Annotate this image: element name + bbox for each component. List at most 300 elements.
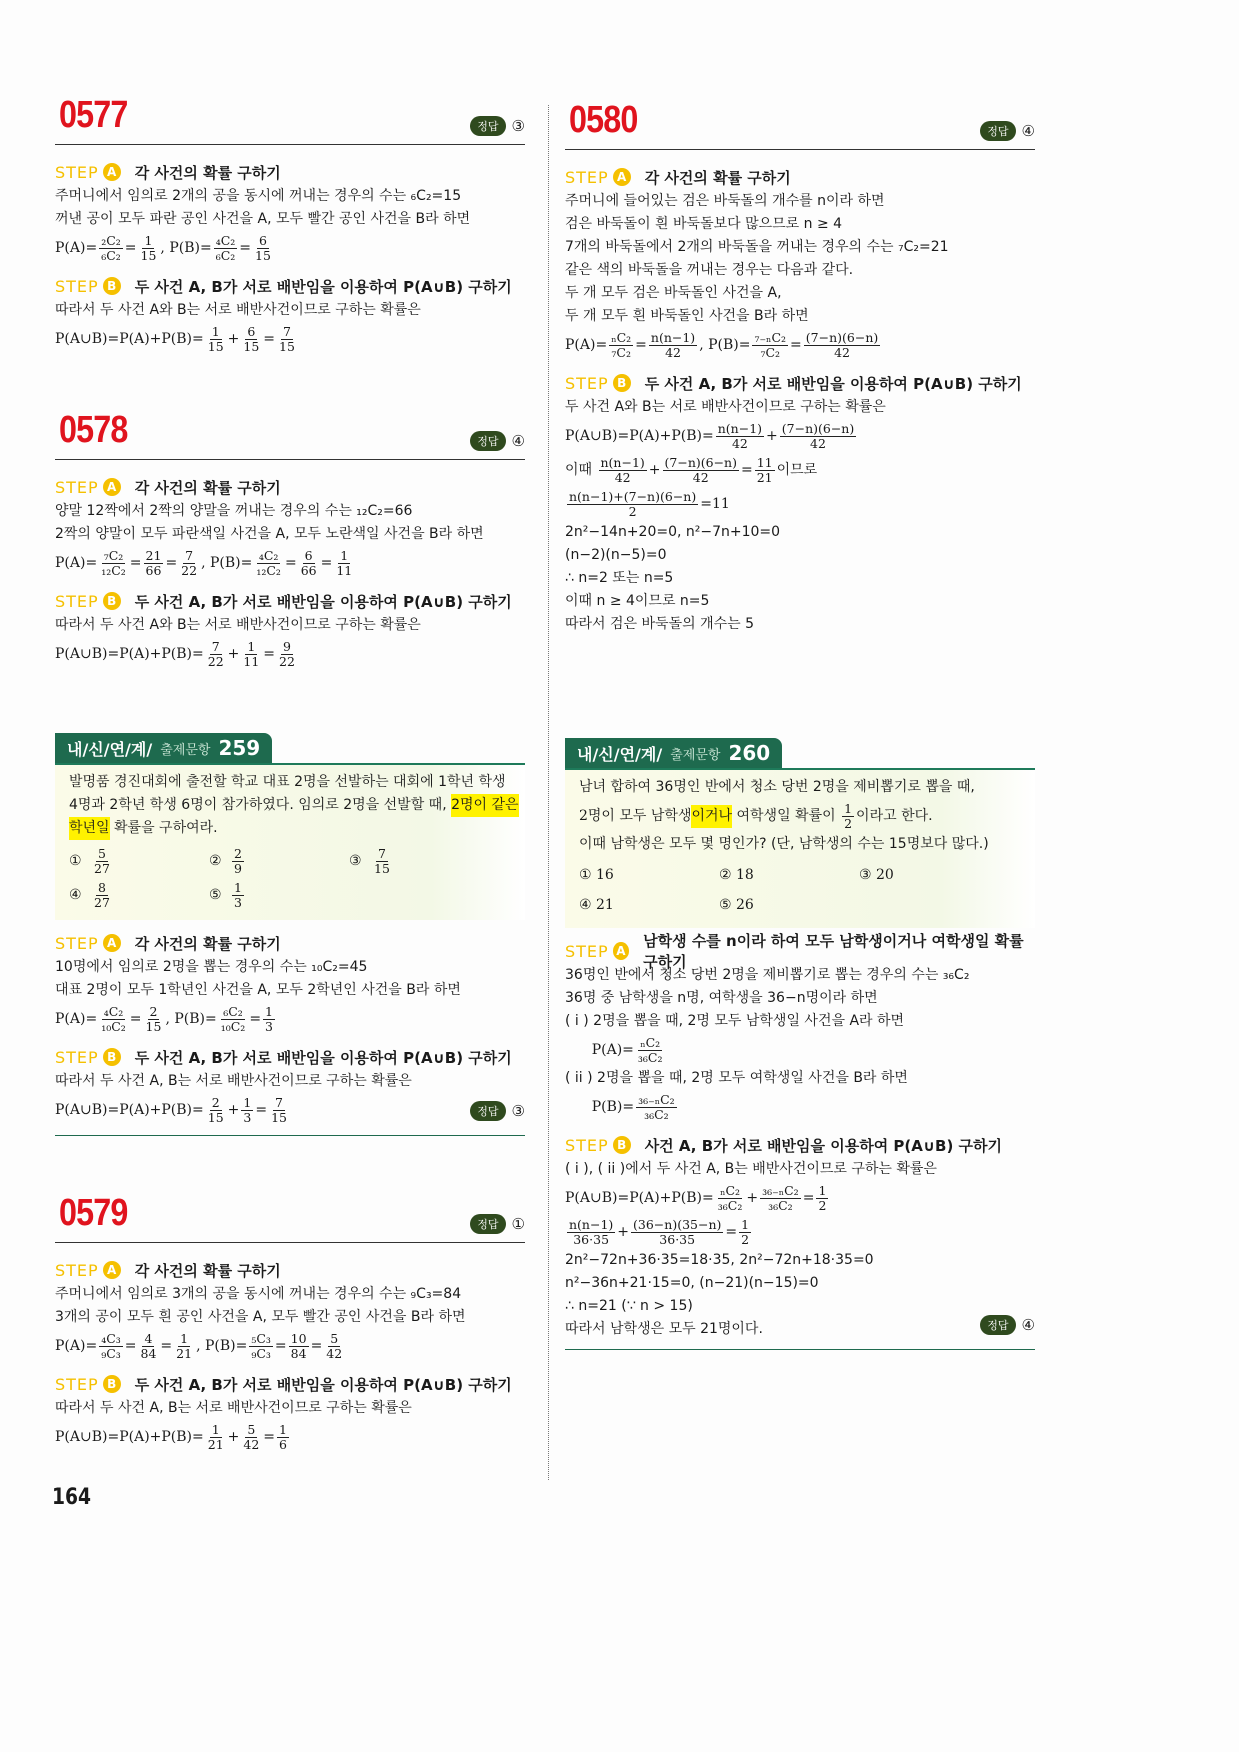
step-label: STEP (55, 933, 99, 953)
text-line (579, 776, 1021, 799)
text-segment: 주머니에서 임의로 2개의 공을 동시에 꺼내는 경우의 수는 ₆C₂=15 (55, 188, 462, 204)
fraction (219, 1005, 248, 1034)
fraction-denominator: 15 (255, 247, 271, 263)
text-segment: ① (69, 852, 87, 869)
fraction-denominator: 11 (336, 562, 353, 578)
step-label: STEP (55, 162, 99, 182)
fraction (760, 1184, 801, 1213)
problem-number: 0578 (59, 409, 128, 451)
fraction-numerator: 2 (149, 1003, 158, 1019)
text-segment: 이라고 한다. (856, 807, 933, 824)
step-heading (55, 588, 525, 614)
fraction (241, 640, 261, 669)
fraction (92, 847, 112, 876)
text-segment: = (263, 330, 276, 347)
fraction (232, 881, 244, 910)
fraction (144, 549, 164, 578)
text-segment: = (802, 1189, 815, 1206)
fraction-denominator: 42 (614, 469, 631, 485)
text-segment: = (255, 1101, 268, 1118)
fraction (139, 1332, 159, 1361)
text-segment: + (648, 461, 661, 478)
fraction-numerator: ₃₆₋ₙC₂ (638, 1091, 675, 1107)
step-title: 두 사건 A, B가 서로 배반임을 이용하여 P(A∪B) 구하기 (134, 592, 512, 611)
text-segment: + (766, 427, 778, 444)
fraction-denominator: 15 (207, 1109, 224, 1125)
fraction (716, 1184, 745, 1213)
fraction (263, 1005, 275, 1034)
choice-3 (859, 860, 999, 890)
fraction-numerator: 6 (258, 232, 267, 248)
fraction-numerator: (7−n)(6−n) (664, 454, 737, 470)
fraction-numerator: 10 (290, 1330, 307, 1346)
fraction-numerator: ₇C₂ (103, 547, 124, 563)
fraction (334, 549, 354, 578)
text-line (565, 567, 1035, 590)
fraction-numerator: n(n−1) (650, 329, 696, 345)
step-label: STEP (55, 1260, 99, 1280)
problem-number: 0577 (59, 94, 128, 136)
fraction-numerator: 1 (243, 1094, 252, 1110)
fraction (816, 1184, 828, 1213)
text-line (579, 833, 1021, 856)
fraction-denominator: 2 (844, 815, 853, 831)
fraction (206, 1423, 226, 1452)
fraction-numerator: 11 (756, 454, 773, 470)
fraction-numerator: 7 (283, 323, 291, 339)
answer-badge: 정답 (470, 1101, 505, 1121)
fraction-numerator: 2 (234, 845, 242, 861)
text-segment: 2명이 모두 남학생 (579, 807, 692, 824)
fraction (206, 1096, 226, 1125)
text-segment: = (740, 461, 753, 478)
math-line (565, 453, 1035, 487)
fraction-numerator: 5 (97, 845, 106, 861)
text-segment: 두 사건 A와 B는 서로 배반사건이므로 구하는 확률은 (565, 399, 886, 415)
math-line (55, 1002, 525, 1036)
fraction-numerator: 7 (275, 1094, 283, 1110)
problem-number: 0580 (569, 99, 638, 141)
step-heading (55, 1257, 525, 1283)
fraction-denominator: 6 (279, 1436, 287, 1452)
fraction-denominator: 42 (665, 344, 681, 360)
step-letter-icon: A (613, 168, 631, 186)
step-heading (55, 159, 525, 185)
highlighted-text: 이거나 (691, 805, 732, 828)
fraction-numerator: ₆C₂ (223, 1003, 243, 1019)
fraction-numerator: n(n−1) (600, 454, 645, 470)
fraction (241, 325, 261, 354)
fraction-denominator: 21 (207, 1436, 224, 1452)
text-line (565, 613, 1035, 636)
text-segment: P(A)= (565, 336, 608, 353)
text-segment: ⑤ (209, 886, 227, 903)
fraction-numerator: 1 (211, 1421, 220, 1437)
fraction-numerator: ₂C₂ (101, 232, 121, 248)
fraction-denominator: ₇C₂ (611, 344, 631, 360)
step-title: 각 사건의 확률 구하기 (134, 934, 281, 953)
text-segment: + (227, 330, 240, 347)
step-label: STEP (55, 1047, 99, 1067)
fraction (716, 422, 764, 451)
fraction-numerator: (36−n)(35−n) (633, 1216, 722, 1232)
fraction-numerator: ₄C₂ (103, 1003, 124, 1019)
text-line (565, 1010, 1035, 1033)
text-line (565, 236, 1035, 259)
text-segment: = (263, 645, 276, 662)
answer-badge: 정답 (980, 121, 1015, 141)
fraction-numerator: 1 (180, 1330, 189, 1346)
fraction-numerator: 1 (247, 638, 256, 654)
linked-problem-259 (55, 733, 525, 1136)
step-letter-icon: B (613, 374, 631, 392)
text-segment: + (227, 645, 240, 662)
step-heading (55, 1371, 525, 1397)
answer-indicator (470, 116, 525, 136)
step-title: 두 사건 A, B가 서로 배반임을 이용하여 P(A∪B) 구하기 (134, 277, 512, 296)
fraction-denominator: 15 (271, 1109, 287, 1125)
text-segment: ④ (69, 886, 87, 903)
text-segment: 같은 색의 바둑돌을 꺼내는 경우는 다음과 같다. (565, 262, 854, 278)
fraction (99, 549, 128, 578)
step-title: 두 사건 A, B가 서로 배반임을 이용하여 P(A∪B) 구하기 (134, 1375, 512, 1394)
fraction (277, 1423, 289, 1452)
fraction-denominator: 15 (243, 338, 260, 354)
fraction-numerator: ₇₋ₙC₂ (754, 329, 787, 345)
fraction (780, 422, 856, 451)
text-segment: = (239, 239, 252, 256)
text-line (55, 299, 525, 322)
text-segment: + (746, 1189, 759, 1206)
answer-badge: 정답 (470, 1214, 505, 1234)
fraction-denominator: 42 (731, 435, 748, 451)
fraction (289, 1332, 309, 1361)
step-a (55, 474, 525, 580)
series-sublabel: 출제문항 (160, 742, 211, 758)
series-label: 내/신/연/계/ (67, 739, 153, 759)
text-segment: P(A∪B)=P(A)+P(B)= (55, 330, 204, 347)
math-line (565, 328, 1035, 362)
text-segment: ④ 21 (579, 896, 614, 913)
fraction (663, 456, 739, 485)
step-title: 두 사건 A, B가 서로 배반임을 이용하여 P(A∪B) 구하기 (134, 1048, 512, 1067)
fraction (567, 1218, 615, 1247)
step-label: STEP (55, 276, 99, 296)
step-b (55, 273, 525, 356)
step-label: STEP (565, 167, 609, 187)
choice-1 (579, 860, 719, 890)
text-segment: ② 18 (719, 866, 754, 883)
fraction-numerator: 1 (340, 547, 349, 563)
step-title: 각 사건의 확률 구하기 (134, 478, 281, 497)
answer-indicator (470, 431, 525, 451)
text-segment: P(A)= (55, 239, 98, 256)
text-segment: 따라서 두 사건 A와 B는 서로 배반사건이므로 구하는 확률은 (55, 617, 421, 633)
step-title: 각 사건의 확률 구하기 (644, 168, 791, 187)
fraction (206, 325, 226, 354)
text-segment: , P(B)= (196, 1337, 248, 1354)
step-heading (565, 1132, 1035, 1158)
text-segment: 발명품 경진대회에 출전할 학교 대표 2명을 선발하는 대회에 1학년 학생 (69, 774, 506, 790)
linked-problem-body (55, 765, 525, 920)
text-segment: 검은 바둑돌이 흰 바둑돌보다 많으므로 n ≥ 4 (565, 216, 843, 232)
step-heading (55, 474, 525, 500)
text-line (55, 500, 525, 523)
text-segment: = (274, 1337, 287, 1354)
step-title: 남학생 수를 n이라 하여 모두 남학생이거나 여학생일 확률 구하기 (643, 932, 1024, 971)
fraction-numerator: (7−n)(6−n) (781, 420, 855, 436)
fraction (92, 881, 112, 910)
step-label: STEP (55, 1374, 99, 1394)
problem-0579 (55, 1192, 525, 1454)
fraction-numerator: 1 (265, 1003, 273, 1019)
text-segment: 2짝의 양말이 모두 파란색일 사건을 A, 모두 노란색일 사건을 B라 하면 (55, 526, 484, 542)
text-line (55, 979, 525, 1002)
answer-indicator (980, 121, 1035, 141)
math-line (565, 1215, 1035, 1249)
fraction-denominator: 27 (94, 894, 110, 910)
fraction-numerator: ₙC₂ (611, 329, 632, 345)
answer-badge: 정답 (470, 431, 505, 451)
fraction-denominator: ₁₂C₂ (256, 562, 281, 578)
fraction (269, 1096, 289, 1125)
fraction-denominator: 66 (300, 562, 317, 578)
text-segment: , P(B)= (160, 239, 212, 256)
text-line (565, 305, 1035, 328)
text-line (55, 1070, 525, 1093)
text-segment: 따라서 두 사건 A, B는 서로 배반사건이므로 구하는 확률은 (55, 1400, 412, 1416)
text-line (565, 590, 1035, 613)
fraction-denominator: 66 (145, 562, 162, 578)
fraction-denominator: 84 (140, 1345, 157, 1361)
fraction-numerator: ₅C₃ (251, 1330, 271, 1346)
step-a (565, 164, 1035, 362)
answer-choices (579, 860, 1021, 920)
fraction-denominator: 2 (628, 503, 637, 519)
fraction-numerator: ₙC₂ (640, 1034, 661, 1050)
step-heading (565, 370, 1035, 396)
fraction-numerator: 7 (211, 638, 220, 654)
text-segment: ② (209, 852, 227, 869)
fraction-denominator: 22 (181, 562, 198, 578)
fraction-denominator: ₃₆C₂ (768, 1197, 793, 1213)
problem-0580 (565, 99, 1035, 636)
step-label: STEP (55, 477, 99, 497)
text-segment: 36명 중 남학생을 n명, 여학생을 36−n명이라 하면 (565, 990, 878, 1006)
text-line (55, 1397, 525, 1420)
highlighted-text: 학년일 (69, 817, 110, 840)
text-segment: ( i ), ( ii )에서 두 사건 A, B는 배반사건이므로 구하는 확률은 (565, 1161, 937, 1177)
text-segment: = (790, 336, 802, 353)
text-line (565, 1067, 1035, 1090)
math-line (55, 546, 525, 580)
fraction (755, 456, 775, 485)
fraction-numerator: 7 (377, 845, 386, 861)
text-segment: 3개의 공이 모두 흰 공인 사건을 A, 모두 빨간 공인 사건을 B라 하면 (55, 1309, 466, 1325)
text-segment: = (320, 554, 333, 571)
answer-choices (69, 844, 511, 912)
series-sublabel: 출제문항 (670, 747, 721, 763)
text-line (565, 544, 1035, 567)
answer-badge: 정답 (980, 1315, 1015, 1335)
fraction-denominator: 3 (265, 1018, 273, 1034)
text-line (69, 817, 511, 840)
text-segment: 꺼낸 공이 모두 파란 공인 사건을 A, 모두 빨간 공인 사건을 B라 하면 (55, 211, 471, 227)
text-segment: 4명과 2학년 학생 6명이 참가하였다. 임의로 2명을 선발할 때, (69, 797, 452, 813)
step-heading (55, 273, 525, 299)
fraction (277, 325, 297, 354)
text-segment: 이때 남학생은 모두 몇 명인가? (단, 남학생의 수는 15명보다 많다.) (579, 836, 989, 852)
fraction-numerator: ₄C₂ (215, 232, 236, 248)
fraction-denominator: ₃₆C₂ (644, 1106, 669, 1122)
text-segment: + (227, 1101, 240, 1118)
answer-value: ④ (511, 432, 525, 450)
text-segment: ∴ n=2 또는 n=5 (565, 570, 674, 586)
problem-0577 (55, 94, 525, 356)
text-line (55, 523, 525, 546)
fraction-denominator: ₆C₂ (215, 247, 236, 263)
fraction-denominator: 84 (290, 1345, 307, 1361)
answer-indicator (470, 1214, 525, 1234)
text-segment: 남녀 합하여 36명인 반에서 청소 당번 2명을 제비뽑기로 뽑을 때, (579, 779, 975, 795)
step-letter-icon: A (103, 163, 121, 181)
fraction-denominator: 15 (140, 247, 157, 263)
fraction-denominator: 42 (243, 1436, 260, 1452)
fraction-denominator: 22 (279, 653, 295, 669)
answer-value: ④ (1021, 1316, 1035, 1334)
text-line (565, 1249, 1035, 1272)
fraction (214, 234, 238, 263)
text-segment: P(A)= (55, 1337, 98, 1354)
text-segment: 36명인 반에서 청소 당번 2명을 제비뽑기로 뽑는 경우의 수는 ₃₆C₂ (565, 967, 970, 983)
fraction-numerator: ₄C₃ (101, 1330, 121, 1346)
choice-5 (719, 890, 859, 920)
choice-1 (69, 844, 209, 878)
fraction-denominator: 42 (810, 435, 826, 451)
step-b (55, 1371, 525, 1454)
fraction-denominator: 15 (207, 338, 224, 354)
fraction-numerator: n(n−1) (717, 420, 763, 436)
step-label: STEP (565, 1135, 609, 1155)
step-title: 두 사건 A, B가 서로 배반임을 이용하여 P(A∪B) 구하기 (644, 374, 1022, 393)
text-segment: = (129, 554, 142, 571)
text-segment: , P(B)= (165, 1010, 217, 1027)
text-segment: 10명에서 임의로 2명을 뽑는 경우의 수는 ₁₀C₂=45 (55, 959, 368, 975)
text-segment: ( i ) 2명을 뽑을 때, 2명 모두 남학생일 사건을 A라 하면 (565, 1013, 905, 1029)
text-segment: = (160, 1337, 173, 1354)
fraction-denominator: ₁₀C₂ (220, 1018, 246, 1034)
math-line (565, 1181, 1035, 1215)
text-segment: 여학생일 확률이 (732, 807, 841, 824)
step-letter-icon: A (103, 934, 121, 952)
answer-value: ③ (511, 117, 525, 135)
math-line (579, 799, 1021, 833)
fraction-denominator: ₆C₂ (101, 247, 121, 263)
fraction (144, 1005, 164, 1034)
text-segment: 2n²−72n+36·35=18·35, 2n²−72n+18·35=0 (565, 1252, 874, 1268)
step-letter-icon: B (103, 277, 121, 295)
fraction (232, 847, 244, 876)
fraction (804, 331, 880, 360)
fraction (99, 1332, 123, 1361)
fraction (174, 1332, 194, 1361)
step-letter-icon: B (103, 1375, 121, 1393)
text-line (55, 1283, 525, 1306)
math-line (565, 1090, 1035, 1124)
text-line (55, 185, 525, 208)
text-segment: 따라서 남학생은 모두 21명이다. (565, 1321, 763, 1337)
text-segment: P(B)= (565, 1098, 635, 1115)
text-segment: = (284, 554, 297, 571)
page-number: 164 (52, 1485, 92, 1510)
column-divider (548, 105, 549, 1480)
text-segment: = (165, 554, 178, 571)
linked-problem-header (565, 738, 1035, 770)
linked-problem-header (55, 733, 525, 765)
step-letter-icon: A (103, 478, 121, 496)
math-line (565, 419, 1035, 453)
fraction-denominator: 2 (741, 1231, 750, 1247)
step-a (55, 1257, 525, 1363)
section-end-line (55, 1135, 525, 1136)
fraction (324, 1332, 344, 1361)
linked-problem-tab (55, 733, 272, 763)
step-letter-icon: B (103, 1048, 121, 1066)
problem-header (565, 99, 1035, 150)
choice-4 (69, 878, 209, 912)
fraction (241, 1423, 261, 1452)
fraction (99, 234, 123, 263)
fraction-denominator: 42 (692, 469, 709, 485)
fraction-numerator: 1 (279, 1421, 287, 1437)
step-b (55, 588, 525, 671)
choice-4 (579, 890, 719, 920)
step-a (565, 932, 1035, 1124)
text-segment: ⑤ 26 (719, 896, 754, 913)
step-title: 사건 A, B가 서로 배반임을 이용하여 P(A∪B) 구하기 (644, 1136, 1003, 1155)
text-line (55, 956, 525, 979)
step-a (55, 930, 525, 1036)
text-line (565, 987, 1035, 1010)
choice-2 (209, 844, 349, 878)
text-segment: P(A∪B)=P(A)+P(B)= (55, 1428, 204, 1445)
text-segment: = (635, 336, 647, 353)
text-segment: 주머니에 들어있는 검은 바둑돌의 개수를 n이라 하면 (565, 193, 885, 209)
fraction-denominator: ₃₆C₂ (717, 1197, 743, 1213)
text-segment: = (725, 1223, 738, 1240)
choice-5 (209, 878, 349, 912)
step-heading (55, 930, 525, 956)
fraction (206, 640, 226, 669)
text-segment: 따라서 두 사건 A, B는 서로 배반사건이므로 구하는 확률은 (55, 1073, 412, 1089)
text-segment: =11 (700, 495, 730, 512)
fraction-denominator: 15 (374, 860, 390, 876)
fraction-numerator: ₙC₂ (720, 1182, 741, 1198)
text-segment: P(A∪B)=P(A)+P(B)= (55, 645, 204, 662)
text-segment: 주머니에서 임의로 3개의 공을 동시에 꺼내는 경우의 수는 ₉C₃=84 (55, 1286, 462, 1302)
answer-value: ④ (1021, 122, 1035, 140)
fraction (254, 549, 283, 578)
text-line (565, 190, 1035, 213)
fraction-denominator: ₁₀C₂ (101, 1018, 126, 1034)
text-line (565, 396, 1035, 419)
fraction-numerator: (7−n)(6−n) (805, 329, 879, 345)
fraction (299, 549, 319, 578)
text-line (565, 259, 1035, 282)
fraction-denominator: 15 (145, 1018, 162, 1034)
linked-solution (55, 930, 525, 1127)
highlighted-text: 2명이 같은 (451, 794, 518, 817)
